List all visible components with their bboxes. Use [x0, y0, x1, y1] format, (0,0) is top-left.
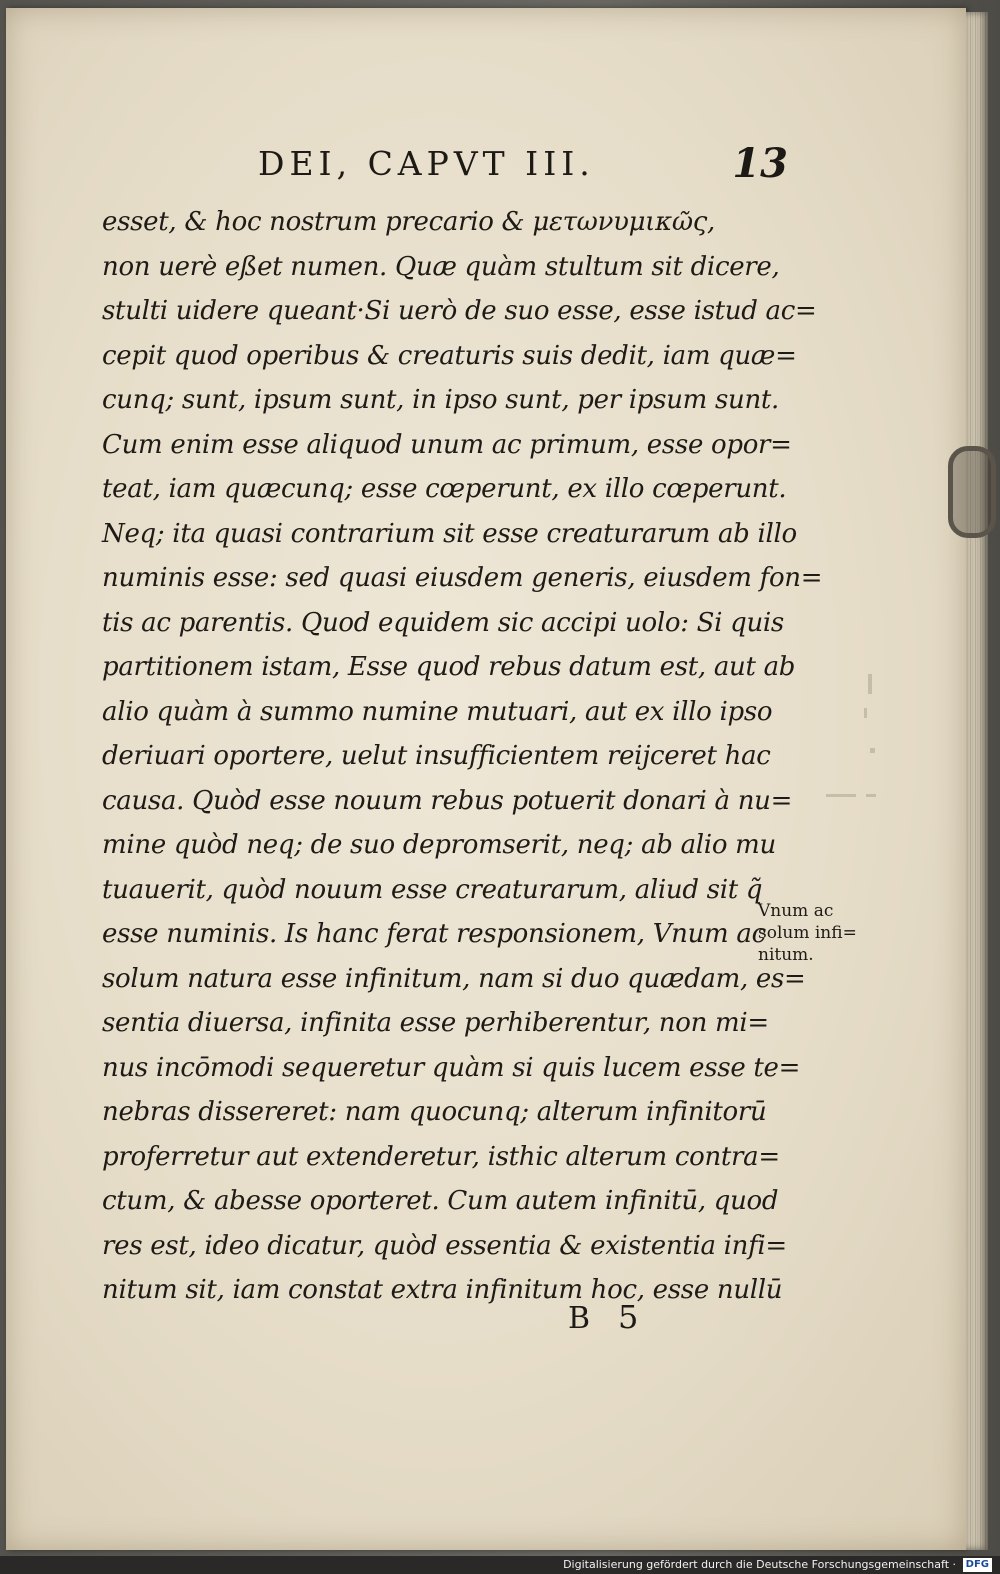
text-line: teat, iam quæcunq; esse cœperunt, ex illo cœperunt.: [102, 474, 787, 504]
text-line: nebras dissereret: nam quocunq; alterum infinitorū: [102, 1097, 767, 1127]
text-line: cunq; sunt, ipsum sunt, in ipso sunt, per ipsum sunt.: [102, 385, 779, 415]
digitization-footer: [0, 1556, 1000, 1574]
running-head: DEI, CAPVT III.: [258, 144, 595, 183]
text-line: res est, ideo dicatur, quòd essentia & existentia infi=: [102, 1230, 787, 1261]
book-page: [6, 8, 966, 1550]
text-line: cepit quod operibus & creaturis suis dedit, iam quæ=: [102, 340, 797, 371]
text-line: causa. Quòd esse nouum rebus potuerit donari à nu=: [102, 785, 793, 816]
text-line: alio quàm à summo numine mutuari, aut ex illo ipso: [102, 696, 773, 727]
page-number: 13: [732, 140, 788, 187]
signature-number: 5: [618, 1298, 639, 1336]
page-header: [258, 136, 798, 196]
text-line: tuauerit, quòd nouum esse creaturarum, aliud sit q̃: [102, 874, 763, 905]
text-line: mine quòd neq; de suo depromserit, neq; ab alio mu: [102, 830, 776, 860]
text-line: numinis esse: sed quasi eiusdem generis, eiusdem fon=: [102, 563, 823, 593]
text-line: proferretur aut extenderetur, isthic alterum contra=: [102, 1141, 780, 1172]
text-line: tis ac parentis. Quod equidem sic accipi uolo: Si quis: [102, 607, 784, 638]
book-clasp: [948, 446, 996, 538]
text-line: deriuari oportere, uelut insufficientem reijceret hac: [102, 741, 771, 771]
text-line: esset, & hoc nostrum precario & μετωνυμικῶς,: [102, 207, 715, 237]
text-line: partitionem istam, Esse quod rebus datum est, aut ab: [102, 652, 796, 682]
text-line: sentia diuersa, infinita esse perhiberentur, non mi=: [102, 1008, 769, 1038]
signature-letter: B: [568, 1301, 591, 1336]
text-line: stulti uidere queant·Si uerò de suo esse, esse istud ac=: [102, 296, 817, 326]
text-line: solum natura esse infinitum, nam si duo quædam, es=: [102, 963, 806, 994]
text-line: esse numinis. Is hanc ferat responsionem, Vnum ac: [102, 919, 766, 949]
text-line: nitum sit, iam constat extra infinitum hoc, esse nullū: [102, 1275, 783, 1305]
show-through-ink: [806, 668, 886, 808]
funding-credit: Digitalisierung gefördert durch die Deutsche Forschungsgemeinschaft ·: [563, 1558, 956, 1571]
text-line: Cum enim esse aliquod unum ac primum, esse opor=: [102, 429, 792, 460]
signature-mark-line: [568, 1298, 638, 1336]
marginal-note: [758, 900, 888, 966]
page-block-edge: [966, 12, 988, 1550]
marginal-note-line: solum infi=: [758, 923, 857, 943]
marginal-note-line: Vnum ac: [758, 901, 834, 921]
marginal-note-line: nitum.: [758, 945, 814, 965]
text-line: nus incōmodi sequeretur quàm si quis lucem esse te=: [102, 1052, 801, 1083]
text-line: Neq; ita quasi contrarium sit esse creaturarum ab illo: [102, 518, 797, 549]
text-line: ctum, & abesse oporteret. Cum autem infinitū, quod: [102, 1186, 779, 1216]
dfg-logo-icon: DFG: [963, 1558, 992, 1572]
text-line: non uerè eßet numen. Quæ quàm stultum sit dicere,: [102, 251, 780, 282]
